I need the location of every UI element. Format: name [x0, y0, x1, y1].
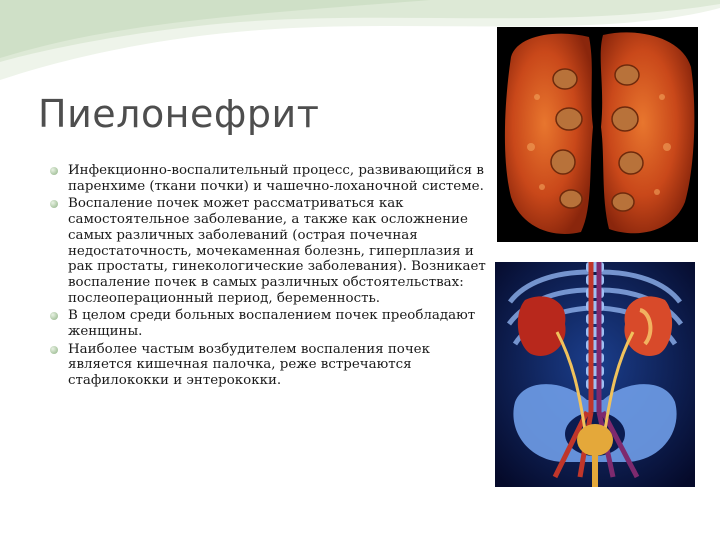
slide-title: Пиелонефрит	[38, 92, 320, 136]
urinary-system-illustration	[495, 262, 695, 487]
bullet-text: Инфекционно-воспалительный процесс, развивающийся в паренхиме (ткани почки) и чашечно-лоханочной системе.	[68, 163, 484, 194]
bullet-item	[50, 163, 490, 194]
bullet-item	[50, 342, 490, 389]
bullet-icon	[50, 346, 58, 354]
bullet-text: В целом среди больных воспалением почек преобладают женщины.	[68, 308, 476, 340]
bullet-icon	[50, 312, 58, 320]
kidney-section-photo	[497, 27, 698, 242]
bullet-icon	[50, 200, 58, 208]
bullet-item	[50, 196, 490, 306]
bullet-item	[50, 308, 490, 339]
bullet-text: Воспаление почек может рассматриваться как самостоятельное заболевание, а также как осложнение самых различных заболеваний (острая почечная недостаточность, мочекаменная болезнь, гиперплазия и рак простаты, гинекологические заболевания). Возникает воспаление почек в самых различных обстоятельствах: послеоперационный период, беременность.	[68, 196, 486, 306]
bullet-icon	[50, 167, 58, 175]
bullet-text: Наиболее частым возбудителем воспаления почек является кишечная палочка, реже встречаются стафилококки и энтерококки.	[68, 341, 430, 389]
bullet-list	[50, 163, 490, 391]
